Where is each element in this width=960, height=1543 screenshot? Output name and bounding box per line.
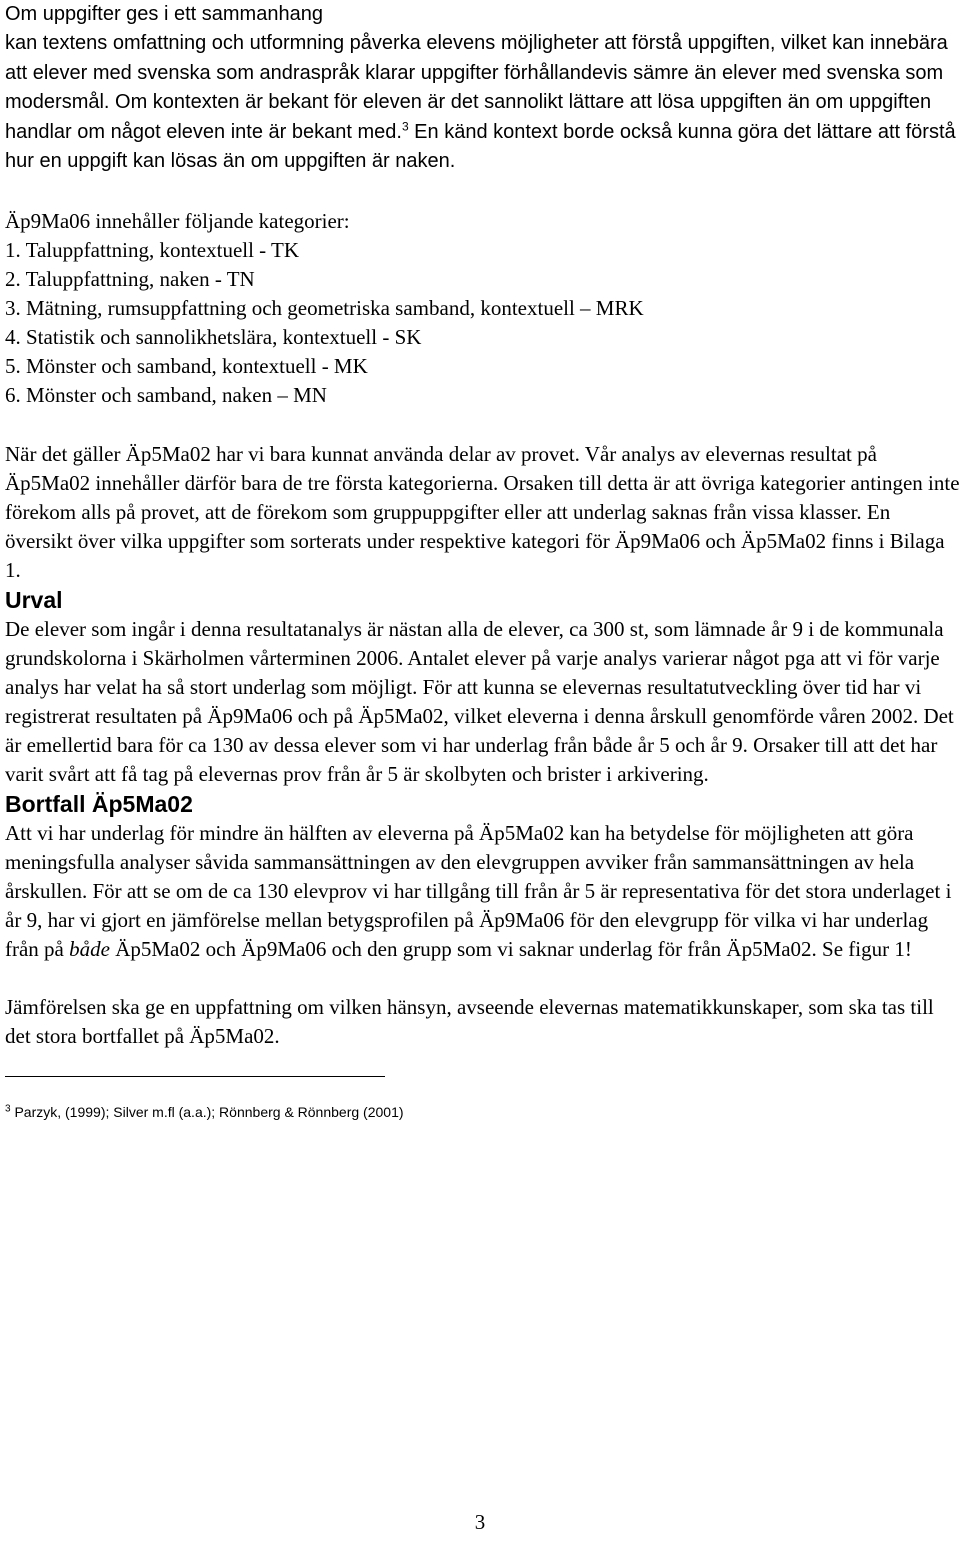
category-item: 2. Taluppfattning, naken - TN — [5, 266, 255, 291]
ap5ma02-paragraph: När det gäller Äp5Ma02 har vi bara kunnat använda delar av provet. Vår analys av elevernas resultat på Äp5Ma02 innehåller därför bara de tre första kategorierna. Orsaken till detta är att övriga kategorier antingen inte förekom alls på provet, att de förekom som gruppuppgifter eller att underlag saknas från vissa klasser. En översikt över vilka uppgifter som sorterats under respektive kategori för Äp9Ma06 och Äp5Ma02 finns i Bilaga 1. — [5, 441, 960, 582]
category-item: 3. Mätning, rumsuppfattning och geometriska samband, kontextuell – MRK — [5, 295, 644, 320]
bortfall-heading: Bortfall Äp5Ma02 — [5, 790, 193, 817]
category-item: 1. Taluppfattning, kontextuell - TK — [5, 237, 300, 262]
footnote-reference[interactable]: 3 — [401, 118, 409, 133]
category-item: 6. Mönster och samband, naken – MN — [5, 382, 327, 407]
intro-paragraph-text-1: kan textens omfattning och utformning påverka elevens möjligheter att förstå uppgiften, vilket kan innebära att elever med svenska som andraspråk klarar uppgifter förhållandevis sämre än elever med svenska som modersmål. Om kontexten är bekant för eleven är det sannolikt lättare att lösa uppgiften än om uppgiften handlar om något eleven inte är bekant med. — [5, 32, 948, 143]
jamforelse-paragraph: Jämförelsen ska ge en uppfattning om vilken hänsyn, avseende elevernas matematikkunskaper, som ska tas till det stora bortfallet på Äp5Ma02. — [5, 994, 934, 1048]
urval-heading: Urval — [5, 586, 63, 613]
bortfall-text-2: Äp5Ma02 och Äp9Ma06 och den grupp som vi saknar underlag för från Äp5Ma02. Se figur 1! — [109, 936, 912, 961]
intro-heading: Om uppgifter ges i ett sammanhang — [5, 3, 323, 25]
categories-title: Äp9Ma06 innehåller följande kategorier: — [5, 208, 350, 233]
bortfall-paragraph — [5, 819, 960, 964]
document-page — [5, 0, 960, 1136]
urval-paragraph: De elever som ingår i denna resultatanalys är nästan alla de elever, ca 300 st, som lämnade år 9 i de kommunala grundskolorna i Skärholmen vårterminen 2006. Antalet elever på varje analys varierar något pga att vi för varje analys har velat ha så stort underlag som möjligt. För att kunna se elevernas resultatutveckling över tid har vi registrerat resultaten på Äp9Ma06 och på Äp5Ma02, vilket eleverna i denna årskull genomförde våren 2002. Det är emellertid bara för ca 130 av dessa elever som vi har underlag från både år 5 och år 9. Orsaker till att det har varit svårt att få tag på elevernas prov från år 5 är skolbyten och brister i arkivering. — [5, 616, 954, 786]
footnote-divider — [5, 1076, 385, 1077]
bortfall-text-1: Att vi har underlag för mindre än hälften av eleverna på Äp5Ma02 kan ha betydelse för möjligheten att göra meningsfulla analyser såvida sammansättningen av den elevgruppen avviker från sammansättningen av hela årskullen. För att se om de ca 130 elevprov vi har tillgång till från år 5 är representativa för det stora underlaget i år 9, har vi gjort en jämförelse mellan betygsprofilen på Äp9Ma06 för den elevgrupp för vilka vi har underlag från på — [5, 820, 952, 961]
intro-paragraph — [5, 29, 960, 177]
page-number: 3 — [474, 1510, 486, 1534]
categories-list — [5, 236, 960, 410]
category-item: 4. Statistik och sannolikhetslära, kontextuell - SK — [5, 324, 422, 349]
footnote-text: Parzyk, (1999); Silver m.fl (a.a.); Rönnberg & Rönnberg (2001) — [10, 1103, 404, 1120]
bortfall-italic-word: både — [69, 936, 110, 961]
category-item: 5. Mönster och samband, kontextuell - MK — [5, 353, 368, 378]
intro-paragraph-text-2: En känd kontext borde också kunna göra det lättare att förstå hur en uppgift kan lösas än om uppgiften är naken. — [5, 120, 956, 172]
footnote — [5, 1102, 960, 1122]
footnote-number: 3 — [5, 1102, 11, 1114]
